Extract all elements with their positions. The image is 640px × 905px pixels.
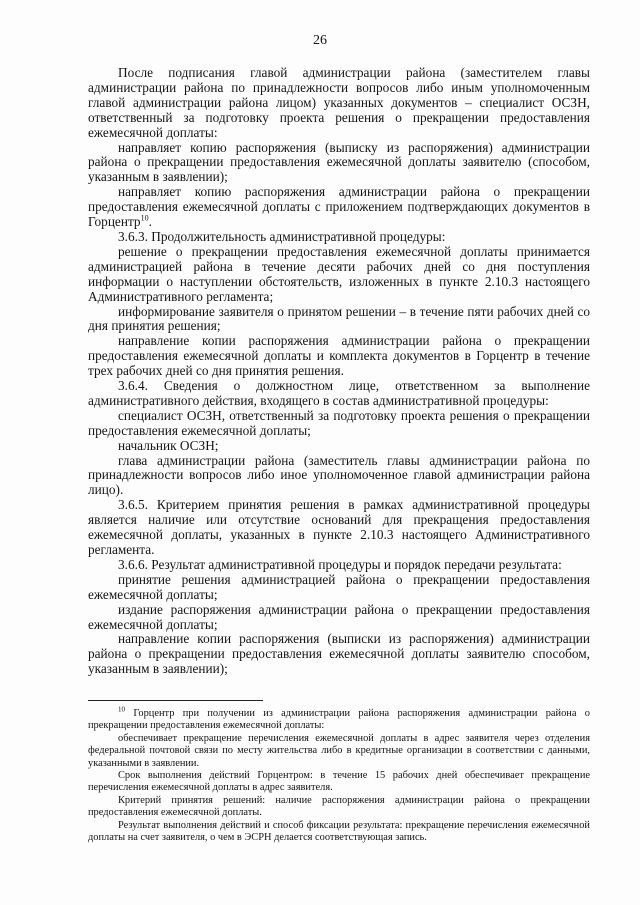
paragraph-text: направляет копию распоряжения администрации района о прекращении предоставления ежемесячной доплаты с приложением подтверждающих документов в Горцентр xyxy=(88,184,590,230)
footnote-paragraph: обеспечивает прекращение перечисления ежемесячной доплаты в адрес заявителя через отделения федеральной почтовой связи по месту жительства либо в кредитные организации в соответствии с данными, указанными в заявлении. xyxy=(88,732,590,769)
paragraph: информирование заявителя о принятом решении – в течение пяти рабочих дней со дня принятия решения; xyxy=(88,303,590,334)
paragraph: направление копии распоряжения (выписки из распоряжения) администрации района о прекращении предоставления ежемесячной доплаты заявителю способом, указанным в заявлении); xyxy=(88,631,590,677)
paragraph: специалист ОСЗН, ответственный за подготовку проекта решения о прекращении предоставления ежемесячной доплаты; xyxy=(88,407,590,438)
paragraph: направляет копию распоряжения (выписку из распоряжения) администрации района о прекращении предоставления ежемесячной доплаты заявителю (способом, указанным в заявлении); xyxy=(88,139,590,185)
footnote-text: Горцентр при получении из администрации района распоряжения администрации района о прекращении предоставления ежемесячной доплаты: xyxy=(88,708,590,732)
paragraph: 3.6.6. Результат административной процедуры и порядок передачи результата: xyxy=(118,556,562,572)
paragraph: начальник ОСЗН; xyxy=(118,437,219,453)
paragraph: направление копии распоряжения администрации района о прекращении предоставления ежемесячной доплаты и комплекта документов в Горцентр в течение трех рабочих дней со дня принятия решения. xyxy=(88,333,590,379)
main-text xyxy=(88,66,590,677)
paragraph: 3.6.4. Сведения о должностном лице, ответственном за выполнение административного действия, входящего в состав административной процедуры: xyxy=(88,378,590,408)
paragraph xyxy=(88,185,590,230)
page-number: 26 xyxy=(313,33,327,48)
footnote-paragraph: Результат выполнения действий и способ фиксации результата: прекращение перечисления ежемесячной доплаты на счет заявителя, о чем в ЭСРН делается соответствующая запись. xyxy=(88,819,590,844)
paragraph: 3.6.5. Критерием принятия решения в рамках административной процедуры является наличие или отсутствие оснований для прекращения предоставления ежемесячной доплаты, указанных в пункте 2.10.3 настоящего Административного регламента. xyxy=(88,497,590,557)
footnote xyxy=(88,705,590,844)
footnote-paragraph: Критерий принятия решений: наличие распоряжения администрации района о прекращении предоставления ежемесячной доплаты. xyxy=(88,794,590,819)
paragraph: принятие решения администрацией района о прекращении предоставления ежемесячной доплаты; xyxy=(88,571,590,602)
footnote-paragraph xyxy=(88,705,590,733)
paragraph: 3.6.3. Продолжительность административной процедуры: xyxy=(118,228,446,244)
paragraph: глава администрации района (заместитель главы администрации района по принадлежности вопросов либо иное уполномоченное главой администрации района лицо). xyxy=(88,452,590,498)
footnote-divider xyxy=(88,700,263,701)
paragraph: После подписания главой администрации района (заместителем главы администрации района по принадлежности вопросов либо иным уполномоченным главой администрации района лицом) указанных документов – специалист ОСЗН, ответственный за подготовку проекта решения о прекращении предоставления ежемесячной доплаты: xyxy=(88,65,590,140)
footnote-paragraph: Срок выполнения действий Горцентром: в течение 15 рабочих дней обеспечивает прекращение перечисления ежемесячной доплаты в адрес заявителя. xyxy=(88,770,590,794)
paragraph: решение о прекращении предоставления ежемесячной доплаты принимается администрацией района в течение десяти рабочих дней со дня поступления информации о наступлении обстоятельств, изложенных в пункте 2.10.3 настоящего Административного регламента; xyxy=(88,243,590,304)
paragraph-end: . xyxy=(148,214,152,230)
footnote-reference: 10 xyxy=(140,213,149,223)
paragraph: издание распоряжения администрации района о прекращении предоставления ежемесячной доплаты; xyxy=(88,601,590,632)
footnote-marker: 10 xyxy=(118,705,125,714)
